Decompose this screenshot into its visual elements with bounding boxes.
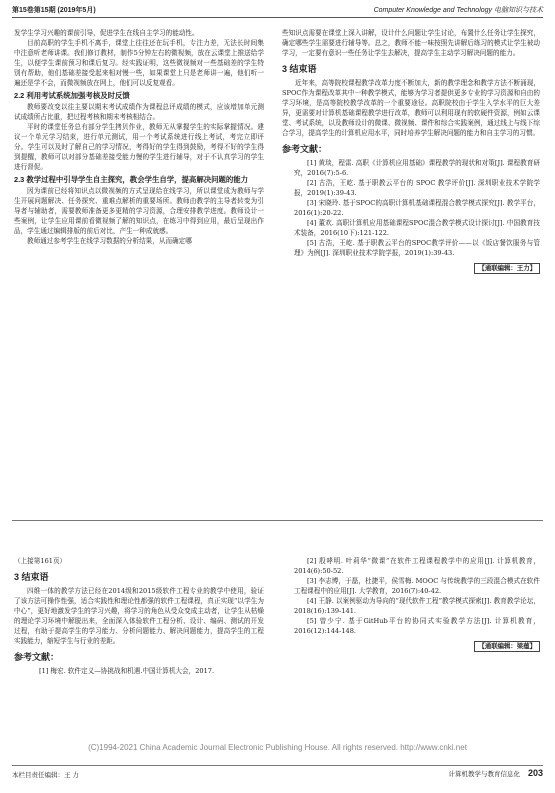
left-column [14,28,264,246]
lower-left-column [14,556,264,676]
right-column [282,28,540,274]
reference-item: [3] 宋晓玲. 基于SPOC的高职计算机基础课程混合教学模式探究[J]. 教学平台，2016(1):20-22. [294,199,540,217]
section-heading: 3 结束语 [282,64,317,74]
section-heading: 2.3 教学过程中引导学生自主探究，教会学生自学，提高解决问题的能力 [14,175,249,184]
reference-item: [5] 曾少宁. 基于GitHub平台的协同式实验教学方法[J]. 计算机教育，2016(12):144-148. [294,617,540,635]
paragraph: 平时的课堂任务总有部分学生拷贝作业，教师无从掌握学生的实际掌握情况。建议一个单元学习结束，进行单元测试，用一个考试系统进行线上考试，考完立即评分。学生可以及时了解自己的学习情况，考得好的学生得到鼓励，考得不好的学生得到提醒，教师可以对部分基础差接受能力慢的学生进行辅导，对于不认真学习的学生进行督促。 [14,123,264,171]
paragraph: 近年来，高等院校课程教学改革力度不断加大，新的教学理念和教学方法不断涌现，SPOC作为课程改革其中一种教学模式，能够为学习者提供更多专业的学习资源和自由的学习环境，是高等院校教学改革的一个重要途径。高职院校由于学生入学水平的巨大差异，更需要对计算机基础课程教学进行改革，教师可以利用现有的软硬件资源，例如云课堂、考试系统，以及教师设计的微课、微视频、课件和综合实践案例，通过线上与线下综合学习，提高学生的计算机应用水平，同时培养学生解决问题的能力和自主学习的习惯。 [282,79,540,137]
reference-item: [2] 殷哮明. 叶莉华“微课”在软件工程课程教学中的应用[J]. 计算机教育，2014(6):50-52. [294,557,540,575]
reference-item: [5] 古浩，王屹. 基于职教云平台的SPOC教学评价——以《饭店餐饮服务与管理》为例[J]. 深圳职业技术学院学报，2019(1):39-43. [294,239,540,257]
page-footer [12,765,543,783]
paragraph: 教师通过参考学生在线学习数据的分析结果，从而确定哪 [27,237,192,245]
paragraph: 些知识点需要在课堂上深入讲解，设计什么问题让学生讨论，布置什么任务让学生探究，确定哪些学生需要进行辅导等。总之，教师不能一味按照先讲解后练习的模式让学生被动学习，一定要有意识一些任务让学生去解决，提高学生主动学习解决问题的能力。 [282,29,540,57]
reference-item: [3] 李志博，于磊，杜捷平，侯雪梅. MOOC 与传统教学的三段混合模式在软件工程课程中的应用[J]. 大学教育，2016(7):40-42. [294,577,540,595]
footer-journal: 计算机教学与教育信息化 203 [448,768,543,778]
reference-item: [1] 梅宏. 软件定义—协挑战和机遇.中国计算机大会，2017. [39,667,215,675]
lower-right-column [282,556,540,652]
section-heading: 3 结束语 [14,572,49,582]
paragraph: 因为课前已经将知识点以微视频的方式呈现给在线学习，所以课堂成为教师与学生开展问题解决、任务探究、重难点解析的重要场所。教师由教学的主导者转变为引导者与辅助者，需要教师准备更多更精的学习资源，合理安排教学进度。教师设计一些案例，让学生应用课前看微视频了解的知识点，在练习中得到应用，最后呈现出作品，学生通过编辑排版的前后对比，产生一种成就感。 [14,187,264,235]
editor-credit: 【通联编辑：梁蕴】 [282,642,540,652]
section-heading: 2.2 利用考试系统加强考核及时反馈 [14,91,130,100]
paragraph: 教师要改变以往主要以期末考试成绩作为课程总评成绩的模式，应该增加单元测试成绩所占比重，把过程考核和期末考核相结合。 [14,103,264,121]
references-heading: 参考文献： [14,652,60,662]
page-number: 203 [527,768,543,778]
copyright-line: (C)1994-2021 China Academic Journal Electronic Publishing House. All rights reserved. http://www.cnki.net [88,743,467,752]
column-editor: 本栏目责任编辑：王 力 [12,772,79,779]
continued-note: （上接第161页） [14,557,67,565]
paragraph: 四维一体的教学方法已经在2014级和2015级软件工程专业的教学中使用，验证了该方法可操作性强，适合实践性和理论性都强的软件工程课程，真正实现“以学生为中心”，更好地激发学生的学习兴趣，将学习的角色从受众变成主动者，让学生从枯燥的理论学习环境中解脱出来，全面深入体验软件工程分析、设计、编码、测试的开发过程，有助于提高学生的学习能力、分析问题能力、解决问题能力，提高学生的工程实践能力，缩短学生与行业的差距。 [14,587,264,645]
section-divider [12,520,543,521]
paragraph: 目前高职的学生手机不离手，课堂上往往还在玩手机，专注力差，无法长时间集中注意听老师讲课。我们修订教材，制作5分钟左右的微视频，放在云课堂上推送给学生，以便学生课前预习和课后复习。经实践证明，这些微视频对一些基础差的学生特别有帮助，他们基础差接受起来相对慢一些，如果课堂上只是老师讲一遍，他们听一遍还是学不会，而微视频放在网上，他们可以反复观看。 [14,39,264,87]
issue-info: 第15卷第15期 (2019年5月) [12,7,96,14]
journal-name: Computer Knowledge and Technology 电脑知识与技术 [373,7,543,14]
paragraph: 发学生学习兴趣的课前引导，促进学生在线自主学习的能动性。 [14,29,199,37]
reference-item: [4] 王静. 以案例驱动为导向的“现代软件工程”教学模式探索[J]. 教育教学论坛，2018(16):139-141. [294,597,540,615]
editor-credit: 【通联编辑：王力】 [282,264,540,274]
reference-item: [2] 古浩，王屹. 基于职教云平台的 SPOC 教学评价[J]. 深圳职业技术学院学报，2019(1):39-43. [294,179,540,197]
reference-item: [4] 董欢. 高职计算机应用基础课程SPOC混合教学模式设计探讨[J]. 中国教育技术装备，2016(10下):121-122. [294,219,540,237]
reference-item: [1] 黄琰，程雷. 高职《计算机应用基础》课程教学的现状和对策[J]. 课程教育研究，2016(7):5-6. [294,159,540,177]
references-heading: 参考文献： [282,144,328,154]
running-header [12,5,543,18]
